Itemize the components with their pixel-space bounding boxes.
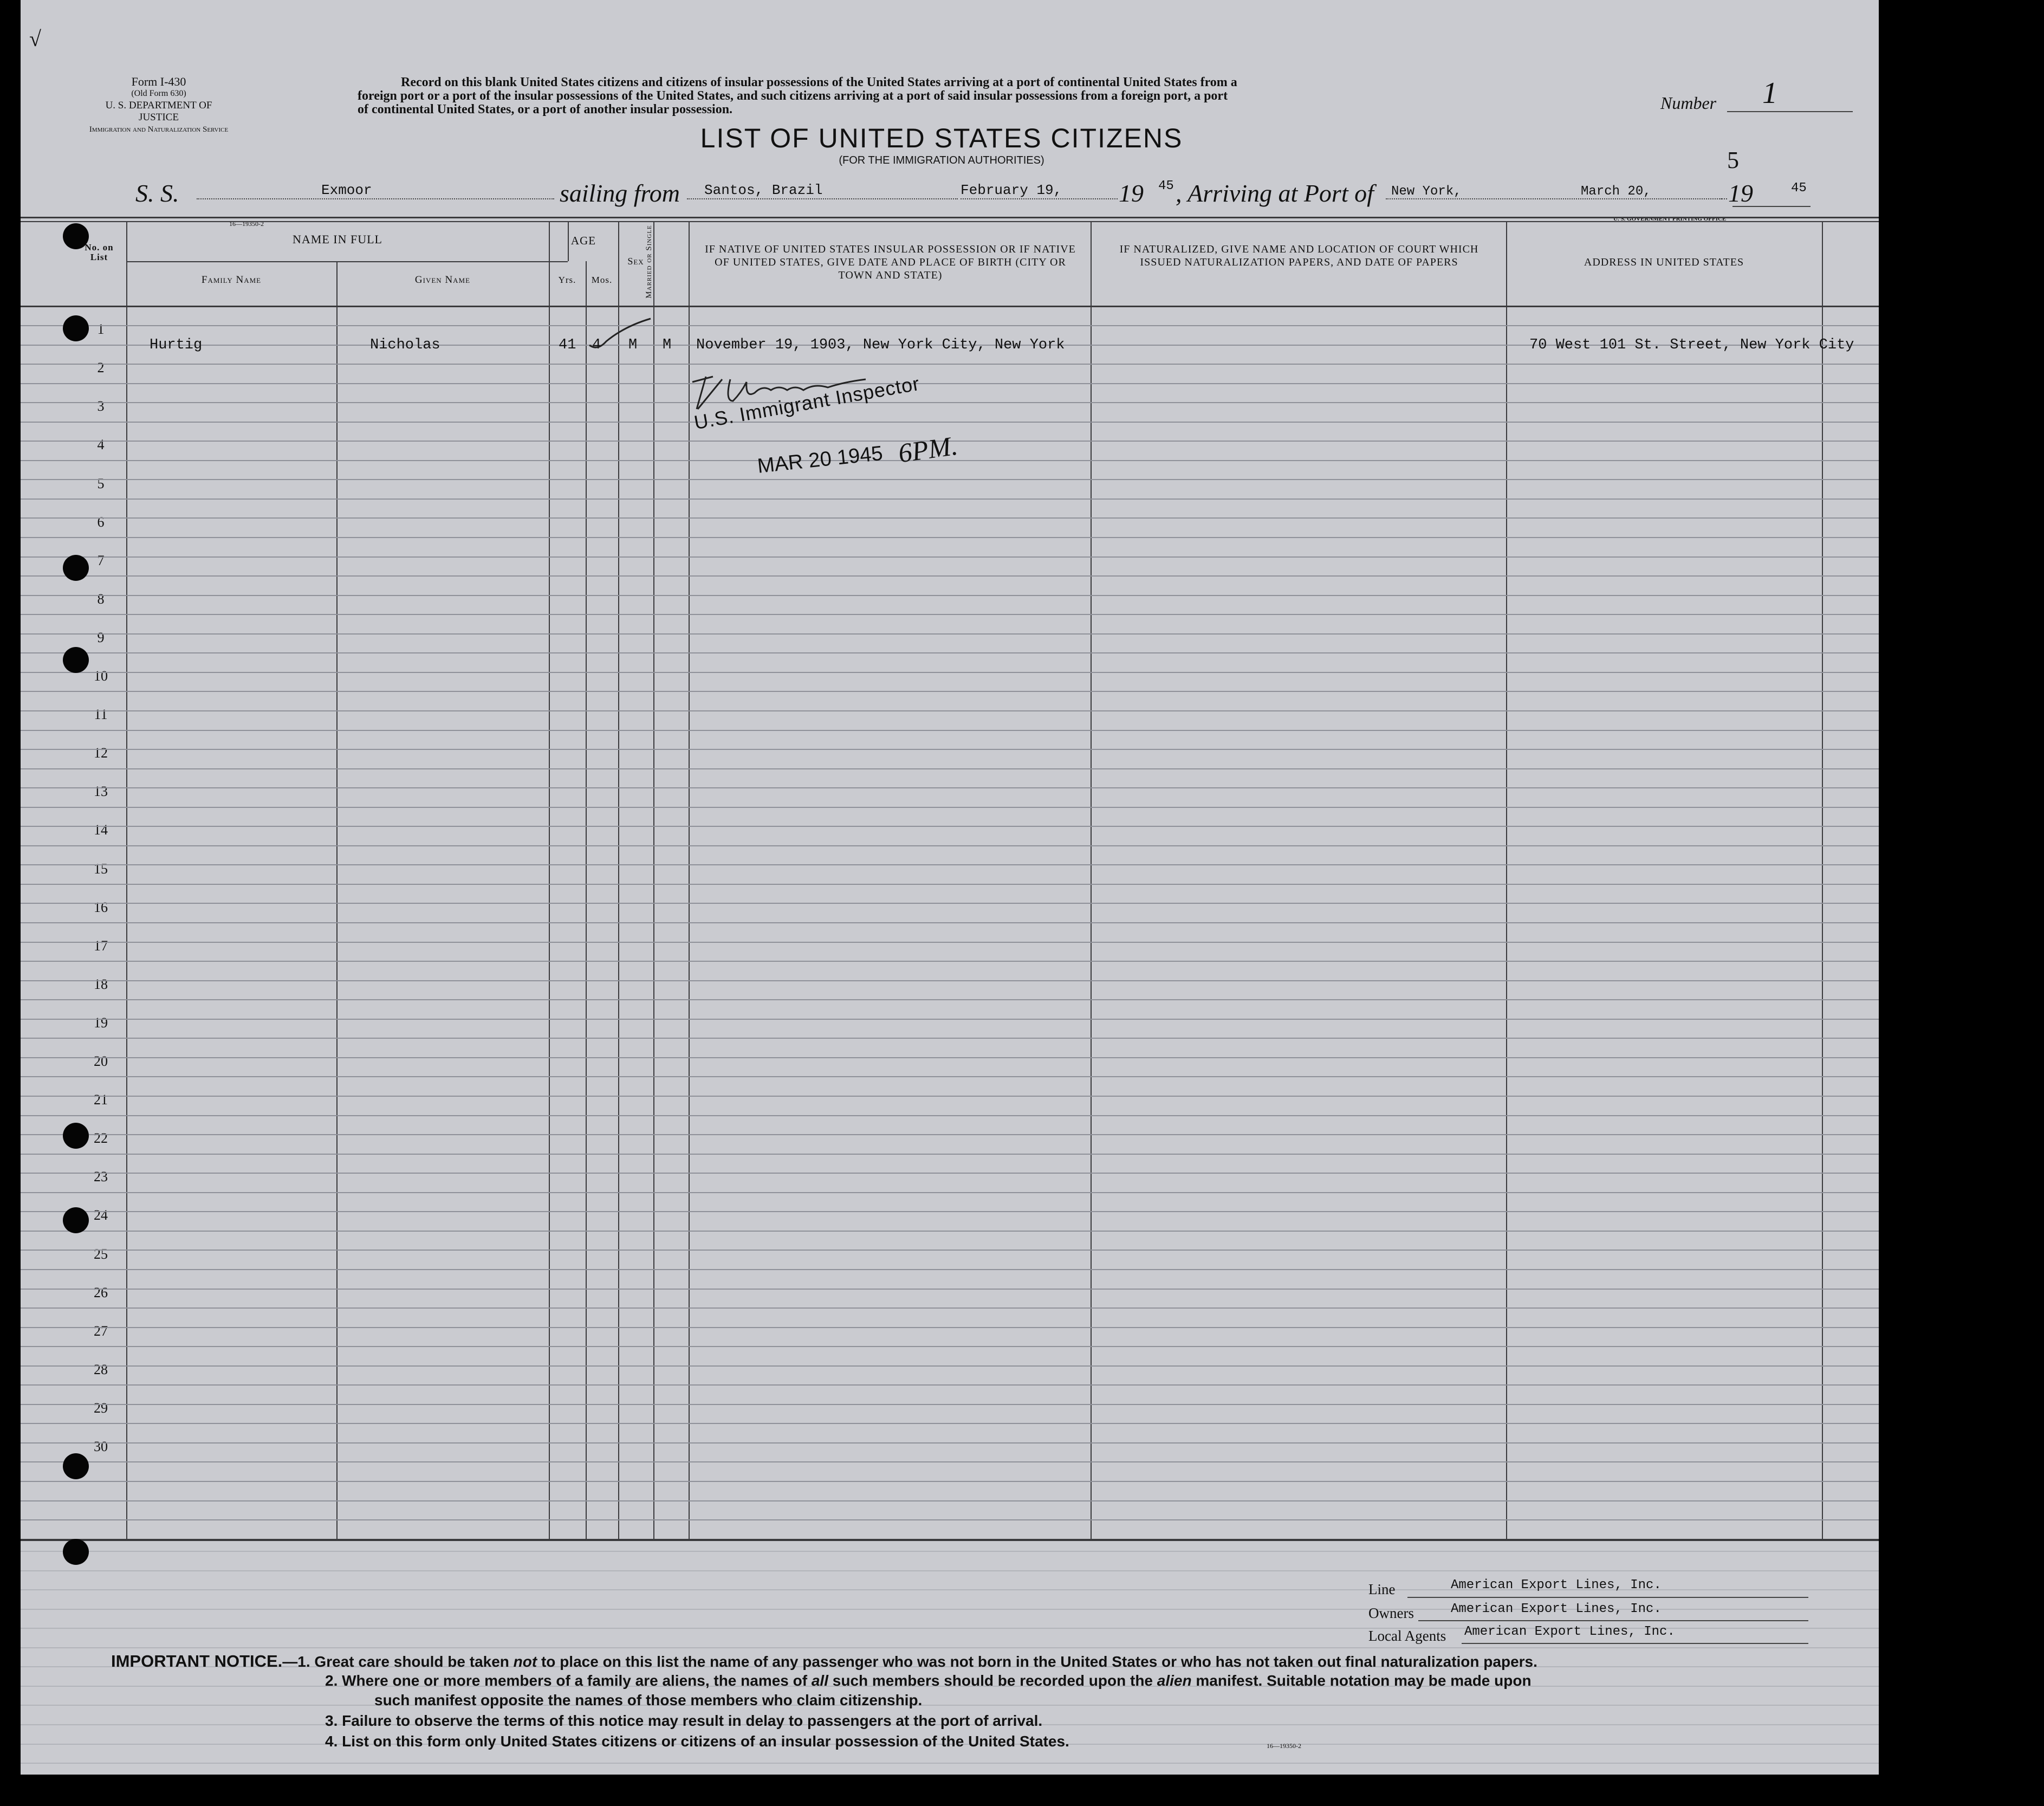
col-line xyxy=(1822,221,1823,1539)
notice-emphasis: all xyxy=(811,1672,828,1689)
punch-hole xyxy=(63,1123,89,1149)
arrival-year: 45 xyxy=(1791,181,1807,196)
notice-heading: IMPORTANT NOTICE. xyxy=(111,1652,283,1671)
departure-date-line xyxy=(961,198,1118,199)
row-number: 12 xyxy=(94,745,108,761)
ruled-line xyxy=(21,768,1879,769)
ruled-line xyxy=(21,1269,1879,1270)
arrival-year-prefix: 19 xyxy=(1728,179,1753,207)
print-code-top-right: U. S. GOVERNMENT PRINTING OFFICE xyxy=(1613,216,1727,222)
ruled-line xyxy=(21,1076,1879,1077)
form-identification xyxy=(86,76,232,135)
instruction-line: Record on this blank United States citizens and citizens of insular possessions of the United States arriving at a port of continental United States from a xyxy=(401,75,1237,89)
agents-underline xyxy=(1462,1643,1808,1644)
arrival-date-line xyxy=(1722,198,1727,199)
table-bottom-border xyxy=(21,1539,1879,1541)
row-number: 24 xyxy=(94,1207,108,1224)
notice-text: such members should be recorded upon the xyxy=(828,1672,1157,1689)
form-title: LIST OF UNITED STATES CITIZENS xyxy=(700,123,1183,153)
row-number: 8 xyxy=(97,591,105,607)
ruled-line xyxy=(21,1134,1879,1135)
row-number: 26 xyxy=(94,1284,108,1300)
ruled-line xyxy=(21,1423,1879,1424)
row-number: 3 xyxy=(97,398,105,415)
ruled-line xyxy=(21,364,1879,365)
ruled-line xyxy=(21,556,1879,558)
sailing-from-label: sailing from xyxy=(560,179,680,207)
ruled-line xyxy=(21,614,1879,615)
ruled-line xyxy=(21,1289,1879,1290)
row-number: 9 xyxy=(97,629,105,645)
row-number: 11 xyxy=(94,707,108,723)
arriving-label: , Arriving at Port of xyxy=(1176,179,1374,207)
ruled-line xyxy=(21,633,1879,635)
row-number: 13 xyxy=(94,784,108,800)
ruled-line xyxy=(21,787,1879,788)
ruled-line xyxy=(21,1019,1879,1020)
arrival-port: New York, xyxy=(1391,184,1462,199)
stamp-time: 6PM. xyxy=(896,430,960,469)
col-line xyxy=(586,261,587,1539)
punch-hole xyxy=(63,1539,89,1565)
ruled-line xyxy=(21,1192,1879,1193)
header-sex: Sex xyxy=(627,256,644,267)
row-number: 29 xyxy=(94,1400,108,1416)
check-mark: √ xyxy=(29,27,41,51)
entry-years: 41 xyxy=(559,337,576,353)
notice-item-3: 3. Failure to observe the terms of this notice may result in delay to passengers at the port of arrival. xyxy=(325,1712,1043,1729)
ruled-line xyxy=(21,749,1879,750)
line-value: American Export Lines, Inc. xyxy=(1451,1578,1662,1593)
form-subtitle: (FOR THE IMMIGRATION AUTHORITIES) xyxy=(839,154,1044,166)
ruled-line xyxy=(21,826,1879,827)
ruled-line xyxy=(21,999,1879,1000)
row-number: 27 xyxy=(94,1323,108,1339)
ruled-line xyxy=(21,807,1879,808)
header-family-name: Family Name xyxy=(201,274,262,286)
ruled-line xyxy=(21,710,1879,711)
col-line xyxy=(126,221,127,1539)
punch-hole xyxy=(63,1207,89,1233)
ruled-line xyxy=(21,422,1879,423)
notice-emphasis: not xyxy=(513,1653,537,1670)
ruled-line xyxy=(21,1346,1879,1347)
row-number: 7 xyxy=(97,552,105,568)
row-number: 6 xyxy=(97,514,105,530)
department-name: U. S. DEPARTMENT OF JUSTICE xyxy=(105,100,212,123)
ruled-line xyxy=(21,922,1879,923)
row-number: 19 xyxy=(94,1014,108,1031)
row-number: 30 xyxy=(94,1439,108,1454)
owners-value: American Export Lines, Inc. xyxy=(1451,1602,1662,1616)
ruled-line xyxy=(21,537,1879,538)
row-number: 23 xyxy=(94,1169,108,1185)
col-line xyxy=(618,221,619,1539)
row-number: 5 xyxy=(97,475,105,491)
ruled-line xyxy=(21,1307,1879,1309)
arrival-year-line xyxy=(1732,206,1811,207)
stamp-date: MAR 20 1945 xyxy=(756,442,884,478)
header-years: Yrs. xyxy=(558,275,576,285)
ruled-line xyxy=(21,1327,1879,1328)
col-line xyxy=(336,261,338,1539)
row-number: 18 xyxy=(94,976,108,992)
header-address: ADDRESS IN UNITED STATES xyxy=(1584,256,1744,268)
ruled-line xyxy=(21,1570,1879,1571)
ruled-line xyxy=(21,575,1879,577)
ruled-line xyxy=(21,1038,1879,1039)
header-no-on-list: No. on List xyxy=(85,242,114,262)
owners-label: Owners xyxy=(1368,1605,1414,1621)
departure-port-line xyxy=(687,198,958,199)
agents-label: Local Agents xyxy=(1368,1628,1446,1644)
ruled-line xyxy=(21,1384,1879,1386)
ruled-line xyxy=(21,652,1879,653)
departure-year: 45 xyxy=(1158,179,1174,193)
ruled-line xyxy=(21,1481,1879,1482)
ruled-line xyxy=(21,1461,1879,1462)
entry-birth: November 19, 1903, New York City, New York xyxy=(696,337,1065,353)
arrival-date: March 20, xyxy=(1581,184,1651,199)
ruled-line xyxy=(21,864,1879,865)
ruled-line xyxy=(21,1057,1879,1058)
row-number: 22 xyxy=(94,1130,108,1147)
ruled-line xyxy=(21,1096,1879,1097)
punch-hole xyxy=(63,223,89,249)
ruled-line xyxy=(21,845,1879,846)
inspector-stamp: U.S. Immigrant Inspector xyxy=(692,372,922,434)
ruled-line xyxy=(21,1154,1879,1155)
manifest-sheet xyxy=(21,0,1879,1775)
ruled-line xyxy=(21,884,1879,885)
entry-marital: M xyxy=(663,337,672,353)
row-number: 17 xyxy=(94,937,108,954)
col-line xyxy=(1506,221,1507,1539)
year-prefix: 19 xyxy=(1119,179,1144,207)
row-number: 21 xyxy=(94,1092,108,1108)
old-form-number: (Old Form 630) xyxy=(131,89,186,98)
header-married-single: Married or Single xyxy=(645,225,653,299)
instruction-line: foreign port or a port of the insular possessions of the United States, and such citizens arriving at a port of said insular possessions from a foreign port, a port xyxy=(358,89,1228,103)
ruled-line xyxy=(21,961,1879,962)
ruled-line xyxy=(21,942,1879,943)
row-number: 15 xyxy=(94,860,108,877)
punch-hole xyxy=(63,647,89,673)
line-underline xyxy=(1407,1597,1808,1598)
ss-label: S. S. xyxy=(135,179,179,207)
ruled-line xyxy=(21,1404,1879,1405)
notice-item-1 xyxy=(111,1652,1537,1671)
arrival-port-line xyxy=(1386,198,1722,199)
notice-text: manifest. Suitable notation may be made upon xyxy=(1191,1672,1532,1689)
ruled-line xyxy=(21,1442,1879,1443)
entry-address: 70 West 101 St. Street, New York City xyxy=(1529,337,1854,353)
departure-date: February 19, xyxy=(961,182,1062,198)
header-bottom-border xyxy=(21,306,1879,307)
ruled-line xyxy=(21,479,1879,480)
notice-text: —1. Great care should be taken xyxy=(282,1653,514,1670)
punch-hole xyxy=(63,315,89,341)
entry-sex: M xyxy=(628,337,638,353)
header-name-in-full: NAME IN FULL xyxy=(293,232,382,246)
row-number: 14 xyxy=(94,822,108,838)
ruled-line xyxy=(21,691,1879,692)
notice-text: 2. Where one or more members of a family are aliens, the names of xyxy=(325,1672,812,1689)
table-top-border xyxy=(21,217,1879,218)
ruled-line xyxy=(21,730,1879,731)
row-number: 25 xyxy=(94,1246,108,1262)
ruled-line xyxy=(21,980,1879,981)
header-age: AGE xyxy=(570,234,596,247)
ruled-line xyxy=(21,517,1879,519)
ruled-line xyxy=(21,672,1879,673)
header-months: Mos. xyxy=(591,275,613,285)
ruled-line xyxy=(21,1500,1879,1501)
line-label: Line xyxy=(1368,1581,1396,1597)
punch-hole xyxy=(63,1453,89,1479)
notice-emphasis: alien xyxy=(1157,1672,1192,1689)
notice-text: to place on this list the name of any passenger who was not born in the United States or who has not taken out final naturalization papers. xyxy=(537,1653,1537,1670)
ruled-line xyxy=(21,1115,1879,1116)
ruled-line xyxy=(21,1705,1879,1706)
instruction-line: of continental United States, or a port of another insular possession. xyxy=(358,102,733,116)
ruled-line xyxy=(21,1231,1879,1232)
table-top-border-inner xyxy=(21,221,1879,222)
header-native-birth: IF NATIVE OF UNITED STATES INSULAR POSSESSION OR IF NATIVE OF UNITED STATES, GIVE DATE AND PLACE OF BIRTH (CITY OR TOWN AND STATE) xyxy=(705,243,1076,281)
notice-item-4: 4. List on this form only United States citizens or citizens of an insular possession of the United States. xyxy=(325,1733,1069,1750)
row-number: 4 xyxy=(97,437,105,453)
punch-hole xyxy=(63,555,89,581)
ruled-line xyxy=(21,325,1879,326)
row-number: 28 xyxy=(94,1361,108,1377)
ship-name: Exmoor xyxy=(321,182,372,198)
number-label: Number xyxy=(1660,93,1717,113)
name-header-divider xyxy=(126,261,568,262)
row-number: 2 xyxy=(97,360,105,376)
checkmark-icon xyxy=(587,315,657,353)
col-line xyxy=(1091,221,1092,1539)
notice-item-2-continued: such manifest opposite the names of those members who claim citizenship. xyxy=(374,1692,923,1708)
ruled-line xyxy=(21,1763,1879,1764)
number-underline xyxy=(1727,111,1853,112)
row-number: 1 xyxy=(97,321,105,338)
ruled-line xyxy=(21,1211,1879,1212)
row-number: 20 xyxy=(94,1053,108,1069)
ruled-line xyxy=(21,595,1879,596)
ruled-line xyxy=(21,1647,1879,1648)
page-mark: 5 xyxy=(1727,147,1739,173)
ruled-line xyxy=(21,383,1879,384)
row-number: 16 xyxy=(94,899,108,915)
ruled-line xyxy=(21,402,1879,403)
departure-port: Santos, Brazil xyxy=(704,182,823,198)
ruled-line xyxy=(21,1173,1879,1174)
ruled-line xyxy=(21,1365,1879,1367)
print-code-bottom: 16—19350-2 xyxy=(1267,1742,1301,1750)
header-given-name: Given Name xyxy=(414,274,471,286)
ship-line xyxy=(197,198,554,199)
ruled-line xyxy=(21,499,1879,500)
entry-family-name: Hurtig xyxy=(150,337,203,353)
col-line xyxy=(653,221,654,1539)
row-number: 10 xyxy=(94,668,108,684)
instruction-paragraph xyxy=(358,76,1587,116)
number-value: 1 xyxy=(1762,76,1777,110)
ruled-line xyxy=(21,1519,1879,1520)
notice-item-2 xyxy=(325,1672,1532,1690)
owners-underline xyxy=(1418,1620,1808,1621)
entry-months: 4 xyxy=(592,337,601,353)
ruled-line xyxy=(21,1250,1879,1251)
form-number: Form I-430 xyxy=(131,75,186,88)
entry-given-name: Nicholas xyxy=(370,337,440,353)
ruled-line xyxy=(21,903,1879,904)
col-line xyxy=(689,221,690,1539)
header-naturalized: IF NATURALIZED, GIVE NAME AND LOCATION OF COURT WHICH ISSUED NATURALIZATION PAPERS, AND DATE OF PAPERS xyxy=(1119,243,1479,268)
ruled-line xyxy=(21,1551,1879,1552)
agents-value: American Export Lines, Inc. xyxy=(1464,1624,1675,1639)
service-name: Immigration and Naturalization Service xyxy=(89,125,229,134)
col-line xyxy=(549,221,550,1539)
print-code-top-left: 16—19350-2 xyxy=(229,220,264,228)
